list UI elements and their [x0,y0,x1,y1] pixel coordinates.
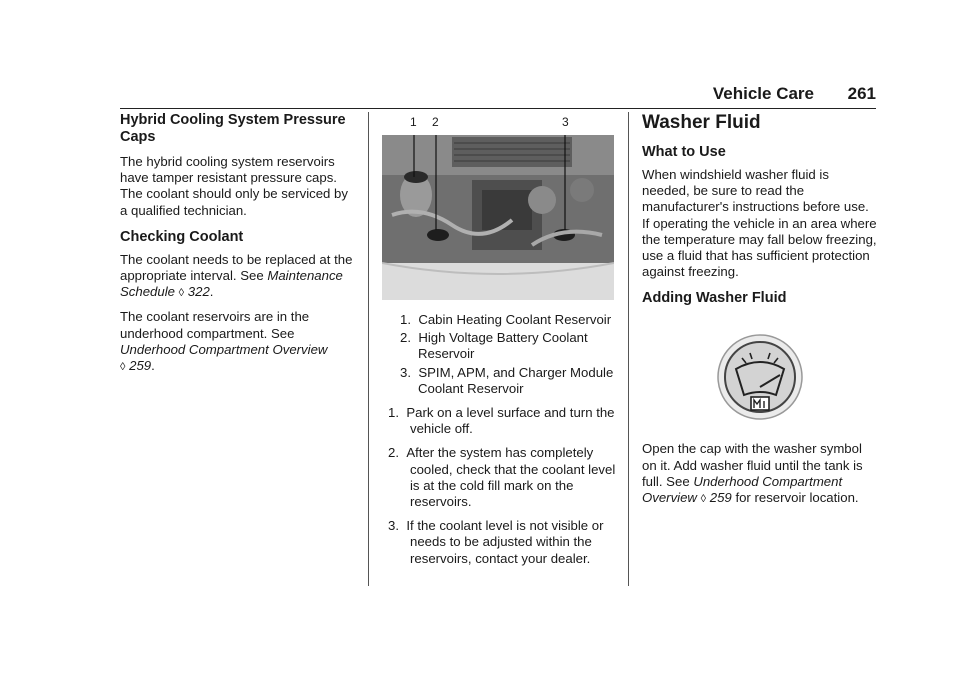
figure-legend [400,312,616,397]
page-ref-259[interactable]: 259 [709,490,732,506]
step-item: 2. After the system has completely cooled, check that the coolant level is at the cold fill mark on the reservoirs. [388,445,616,510]
paragraph-pressure-caps: The hybrid cooling system reservoirs have tamper resistant pressure caps. The coolant should only be serviced by a qualified technician. [120,154,348,218]
section-title: Vehicle Care [712,84,814,103]
callout-1: 1 [410,115,417,129]
page-number: 261 [847,84,876,103]
washer-symbol-figure [642,327,878,427]
heading-adding-washer-fluid: Adding Washer Fluid [642,290,787,307]
engine-bay-figure [382,112,614,300]
page-ref-icon: ◊ [120,361,126,374]
paragraph-coolant-interval: The coolant needs to be replaced at the appropriate interval. See Maintenance Schedule ◊ 322. [120,251,353,300]
paragraph-reservoir-location: The coolant reservoirs are in the underhood compartment. See Underhood Compartment Overview ◊ 259. [120,309,328,374]
column-left [120,112,355,383]
legend-item: 3. SPIM, APM, and Charger Module Coolant Reservoir [400,364,614,396]
paragraph-what-to-use: When windshield washer fluid is needed, be sure to read the manufacturer's instructions before use. If operating the vehicle in an area where the temperature may fall below freezing, use a fluid that has sufficient protection against freezing. [642,167,877,280]
column-divider-right [628,112,629,586]
heading-pressure-caps: Hybrid Cooling System Pressure Caps [120,112,346,145]
header-rule [120,108,876,109]
callout-3: 3 [562,115,569,129]
heading-washer-fluid: Washer Fluid [642,112,761,133]
column-divider-left [368,112,369,586]
step-item: 1. Park on a level surface and turn the vehicle off. [388,405,615,437]
page-ref-icon: ◊ [178,287,185,300]
column-right [642,112,878,515]
engine-bay-image [382,135,614,300]
page-header [120,84,876,106]
heading-what-to-use: What to Use [642,144,726,160]
page-ref-259[interactable]: 259 [129,358,152,374]
legend-item: 2. High Voltage Battery Coolant Reservoir [400,330,588,362]
step-item: 3. If the coolant level is not visible or needs to be adjusted within the reservoirs, contact your dealer. [388,518,604,566]
link-maintenance-schedule[interactable]: Maintenance Schedule [120,268,343,300]
callout-2: 2 [432,115,439,129]
procedure-steps [388,405,616,567]
link-underhood-overview[interactable]: Underhood Compartment Overview [642,473,843,506]
legend-item: 1. Cabin Heating Coolant Reservoir [400,312,612,327]
paragraph-adding-washer-fluid: Open the cap with the washer symbol on it. Add washer fluid until the tank is full. See Underhood Compartment Overview ◊ 259 for reservoir location. [642,441,863,506]
column-middle [382,112,616,575]
heading-checking-coolant: Checking Coolant [120,228,244,245]
link-underhood-overview[interactable]: Underhood Compartment Overview [120,341,328,357]
washer-fluid-cap-icon [718,335,802,419]
page-ref-icon: ◊ [700,493,707,506]
page-ref-322[interactable]: 322 [187,284,210,300]
